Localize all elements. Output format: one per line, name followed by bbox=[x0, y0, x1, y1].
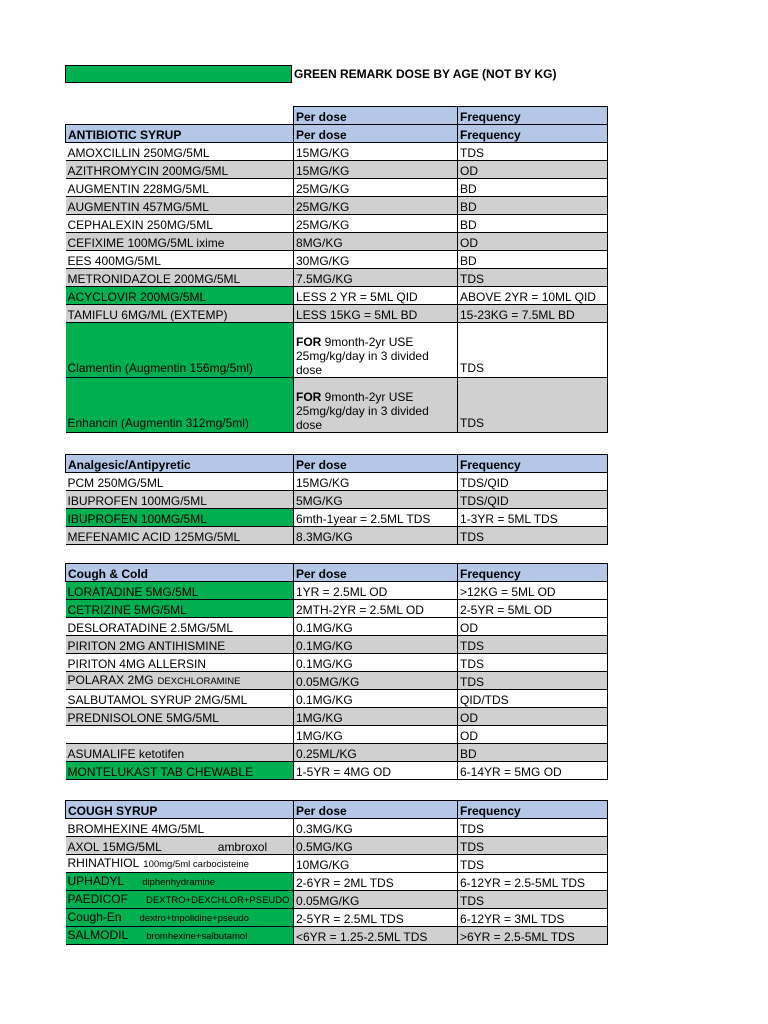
table-row bbox=[66, 287, 608, 305]
frequency-cell: >6YR = 2.5-5ML TDS bbox=[458, 927, 608, 945]
drug-name: MEFENAMIC ACID 125MG/5ML bbox=[66, 527, 294, 545]
table-row bbox=[66, 837, 608, 855]
dose-cell: 1YR = 2.5ML OD bbox=[294, 582, 458, 600]
dose-cell: 15MG/KG bbox=[294, 161, 458, 179]
per-dose-header: Per dose bbox=[294, 455, 458, 473]
drug-generic-name: ambroxol bbox=[217, 840, 268, 854]
frequency-header: Frequency bbox=[458, 125, 608, 143]
per-dose-header: Per dose bbox=[294, 564, 458, 582]
dose-cell: 0.3MG/KG bbox=[294, 819, 458, 837]
drug-name: IBUPROFEN 100MG/5ML bbox=[66, 509, 294, 527]
dose-cell: 2-6YR = 2ML TDS bbox=[294, 873, 458, 891]
frequency-cell: TDS bbox=[458, 527, 608, 545]
table-row bbox=[66, 654, 608, 672]
drug-generic-name: DEXTRO+DEXCHLOR+PSEUDO bbox=[145, 895, 290, 906]
table-row bbox=[66, 509, 608, 527]
antibiotic-table bbox=[65, 106, 608, 433]
drug-name: BROMHEXINE 4MG/5ML bbox=[66, 819, 294, 837]
drug-name: AZITHROMYCIN 200MG/5ML bbox=[66, 161, 294, 179]
drug-name: POLARAX 2MG DEXCHLORAMINE bbox=[66, 672, 294, 690]
table-row bbox=[66, 855, 608, 873]
frequency-cell: BD bbox=[458, 744, 608, 762]
frequency-cell: TDS bbox=[458, 636, 608, 654]
drug-name: PREDNISOLONE 5MG/5ML bbox=[66, 708, 294, 726]
frequency-cell: TDS/QID bbox=[458, 473, 608, 491]
dose-cell: 0.1MG/KG bbox=[294, 636, 458, 654]
dose-cell: 15MG/KG bbox=[294, 473, 458, 491]
dose-cell: 5MG/KG bbox=[294, 491, 458, 509]
dose-cell: 0.25ML/KG bbox=[294, 744, 458, 762]
per-dose-header: Per dose bbox=[294, 801, 458, 819]
table-row bbox=[66, 891, 608, 909]
dose-cell: 1MG/KG bbox=[294, 708, 458, 726]
legend-title: GREEN REMARK DOSE BY AGE (NOT BY KG) bbox=[294, 67, 557, 81]
frequency-header: Frequency bbox=[458, 564, 608, 582]
drug-name: PCM 250MG/5ML bbox=[66, 473, 294, 491]
drug-name: RHINATHIOL 100mg/5ml carbocisteine bbox=[66, 855, 294, 873]
per-dose-header: Per dose bbox=[294, 125, 458, 143]
table-row bbox=[66, 143, 608, 161]
frequency-cell: TDS bbox=[458, 378, 608, 433]
table-row bbox=[66, 251, 608, 269]
dose-cell: 30MG/KG bbox=[294, 251, 458, 269]
drug-name: Enhancin (Augmentin 312mg/5ml) bbox=[66, 378, 294, 433]
drug-name: PAEDICOF DEXTRO+DEXCHLOR+PSEUDO bbox=[66, 891, 294, 909]
drug-name: METRONIDAZOLE 200MG/5ML bbox=[66, 269, 294, 287]
drug-name: SALMODIL bromhexine+salbutamol bbox=[66, 927, 294, 945]
dose-cell: 25MG/KG bbox=[294, 215, 458, 233]
dose-cell: 25MG/KG bbox=[294, 179, 458, 197]
table-row bbox=[66, 690, 608, 708]
frequency-cell: ABOVE 2YR = 10ML QID bbox=[458, 287, 608, 305]
table-row bbox=[66, 473, 608, 491]
frequency-cell: TDS bbox=[458, 837, 608, 855]
table-row bbox=[66, 819, 608, 837]
table-row bbox=[66, 873, 608, 891]
frequency-cell: BD bbox=[458, 197, 608, 215]
dose-cell: 15MG/KG bbox=[294, 143, 458, 161]
dose-cell: 2-5YR = 2.5ML TDS bbox=[294, 909, 458, 927]
frequency-cell: OD bbox=[458, 726, 608, 744]
cough-syrup-table bbox=[65, 800, 608, 945]
dose-cell: FOR 9month-2yr USE 25mg/kg/day in 3 divided dose bbox=[294, 323, 458, 378]
category-header: Cough & Cold bbox=[66, 564, 294, 582]
cough-syrup-header-row bbox=[66, 801, 608, 819]
table-row bbox=[66, 762, 608, 780]
drug-name: SALBUTAMOL SYRUP 2MG/5ML bbox=[66, 690, 294, 708]
antibiotic-header-row bbox=[66, 125, 608, 143]
category-header: Analgesic/Antipyretic bbox=[66, 455, 294, 473]
drug-name: ASUMALIFE ketotifen bbox=[66, 744, 294, 762]
frequency-cell: TDS bbox=[458, 654, 608, 672]
table-row bbox=[66, 527, 608, 545]
frequency-header: Frequency bbox=[458, 107, 608, 125]
drug-name: Cough-En dextro+tripolidine+pseudo bbox=[66, 909, 294, 927]
frequency-cell: TDS bbox=[458, 855, 608, 873]
drug-generic-name: 100mg/5ml carbocisteine bbox=[143, 859, 249, 870]
green-legend-swatch bbox=[65, 65, 292, 83]
dose-cell: 0.05MG/KG bbox=[294, 891, 458, 909]
drug-name: PIRITON 2MG ANTIHISMINE bbox=[66, 636, 294, 654]
table-row bbox=[66, 927, 608, 945]
frequency-cell: BD bbox=[458, 215, 608, 233]
frequency-cell: BD bbox=[458, 251, 608, 269]
frequency-cell: TDS bbox=[458, 323, 608, 378]
drug-name: Clamentin (Augmentin 156mg/5ml) bbox=[66, 323, 294, 378]
dose-cell: 0.5MG/KG bbox=[294, 837, 458, 855]
table-row bbox=[66, 179, 608, 197]
table-row bbox=[66, 726, 608, 744]
analgesic-header-row bbox=[66, 455, 608, 473]
dose-cell: <6YR = 1.25-2.5ML TDS bbox=[294, 927, 458, 945]
table-row bbox=[66, 305, 608, 323]
dose-cell: 8MG/KG bbox=[294, 233, 458, 251]
cough-cold-header-row bbox=[66, 564, 608, 582]
frequency-cell: OD bbox=[458, 233, 608, 251]
category-header: ANTIBIOTIC SYRUP bbox=[66, 125, 294, 143]
table-row bbox=[66, 197, 608, 215]
frequency-cell: BD bbox=[458, 179, 608, 197]
category-header: COUGH SYRUP bbox=[66, 801, 294, 819]
frequency-cell: 6-12YR = 3ML TDS bbox=[458, 909, 608, 927]
dose-cell: LESS 15KG = 5ML BD bbox=[294, 305, 458, 323]
table-row bbox=[66, 636, 608, 654]
frequency-cell: QID/TDS bbox=[458, 690, 608, 708]
frequency-cell: TDS bbox=[458, 672, 608, 690]
table-row bbox=[66, 233, 608, 251]
dose-cell: LESS 2 YR = 5ML QID bbox=[294, 287, 458, 305]
dose-cell: 0.1MG/KG bbox=[294, 690, 458, 708]
drug-name: AUGMENTIN 457MG/5ML bbox=[66, 197, 294, 215]
drug-name: TAMIFLU 6MG/ML (EXTEMP) bbox=[66, 305, 294, 323]
drug-name: AUGMENTIN 228MG/5ML bbox=[66, 179, 294, 197]
frequency-cell: TDS bbox=[458, 891, 608, 909]
dose-cell: 6mth-1year = 2.5ML TDS bbox=[294, 509, 458, 527]
frequency-cell: 6-14YR = 5MG OD bbox=[458, 762, 608, 780]
drug-generic-name: bromhexine+salbutamol bbox=[146, 931, 248, 942]
dose-cell: 2MTH-2YR = 2.5ML OD bbox=[294, 600, 458, 618]
table-row bbox=[66, 491, 608, 509]
frequency-cell: 1-3YR = 5ML TDS bbox=[458, 509, 608, 527]
dose-cell: 25MG/KG bbox=[294, 197, 458, 215]
frequency-cell: TDS bbox=[458, 819, 608, 837]
frequency-cell: >12KG = 5ML OD bbox=[458, 582, 608, 600]
drug-name: DESLORATADINE 2.5MG/5ML bbox=[66, 618, 294, 636]
drug-name: EES 400MG/5ML bbox=[66, 251, 294, 269]
table-row bbox=[66, 161, 608, 179]
dose-cell: 1MG/KG bbox=[294, 726, 458, 744]
table-row bbox=[66, 582, 608, 600]
table-row bbox=[66, 323, 608, 378]
frequency-cell: OD bbox=[458, 708, 608, 726]
analgesic-table bbox=[65, 454, 608, 545]
dose-cell: 0.05MG/KG bbox=[294, 672, 458, 690]
drug-name: AXOL 15MG/5ML ambroxol bbox=[66, 837, 294, 855]
drug-generic-name: diphenhydramine bbox=[142, 877, 216, 888]
antibiotic-top-header-row bbox=[66, 107, 608, 125]
table-row bbox=[66, 269, 608, 287]
table-row bbox=[66, 672, 608, 690]
frequency-cell: TDS bbox=[458, 143, 608, 161]
frequency-cell: 15-23KG = 7.5ML BD bbox=[458, 305, 608, 323]
dose-cell: 7.5MG/KG bbox=[294, 269, 458, 287]
table-row bbox=[66, 909, 608, 927]
frequency-cell: 6-12YR = 2.5-5ML TDS bbox=[458, 873, 608, 891]
frequency-cell: TDS/QID bbox=[458, 491, 608, 509]
drug-name: MONTELUKAST TAB CHEWABLE bbox=[66, 762, 294, 780]
dose-cell: FOR 9month-2yr USE 25mg/kg/day in 3 divided dose bbox=[294, 378, 458, 433]
drug-name: CETRIZINE 5MG/5ML bbox=[66, 600, 294, 618]
drug-name: CEPHALEXIN 250MG/5ML bbox=[66, 215, 294, 233]
table-row bbox=[66, 618, 608, 636]
drug-name: UPHADYL diphenhydramine bbox=[66, 873, 294, 891]
drug-name: CEFIXIME 100MG/5ML ixime bbox=[66, 233, 294, 251]
drug-name: LORATADINE 5MG/5ML bbox=[66, 582, 294, 600]
drug-name: IBUPROFEN 100MG/5ML bbox=[66, 491, 294, 509]
frequency-header: Frequency bbox=[458, 801, 608, 819]
table-row bbox=[66, 378, 608, 433]
drug-name: AMOXCILLIN 250MG/5ML bbox=[66, 143, 294, 161]
cough-cold-table bbox=[65, 563, 608, 780]
dose-cell: 1-5YR = 4MG OD bbox=[294, 762, 458, 780]
drug-name bbox=[66, 726, 294, 744]
frequency-cell: 2-5YR = 5ML OD bbox=[458, 600, 608, 618]
dose-cell: 10MG/KG bbox=[294, 855, 458, 873]
drug-name: ACYCLOVIR 200MG/5ML bbox=[66, 287, 294, 305]
dose-cell: 8.3MG/KG bbox=[294, 527, 458, 545]
drug-generic-name: DEXCHLORAMINE bbox=[157, 676, 241, 687]
dose-cell: 0.1MG/KG bbox=[294, 618, 458, 636]
table-row bbox=[66, 215, 608, 233]
per-dose-header: Per dose bbox=[294, 107, 458, 125]
frequency-cell: TDS bbox=[458, 269, 608, 287]
drug-generic-name: dextro+tripolidine+pseudo bbox=[139, 913, 249, 924]
drug-name: PIRITON 4MG ALLERSIN bbox=[66, 654, 294, 672]
dose-cell: 0.1MG/KG bbox=[294, 654, 458, 672]
frequency-header: Frequency bbox=[458, 455, 608, 473]
table-row bbox=[66, 744, 608, 762]
table-row bbox=[66, 600, 608, 618]
frequency-cell: OD bbox=[458, 618, 608, 636]
frequency-cell: OD bbox=[458, 161, 608, 179]
table-row bbox=[66, 708, 608, 726]
